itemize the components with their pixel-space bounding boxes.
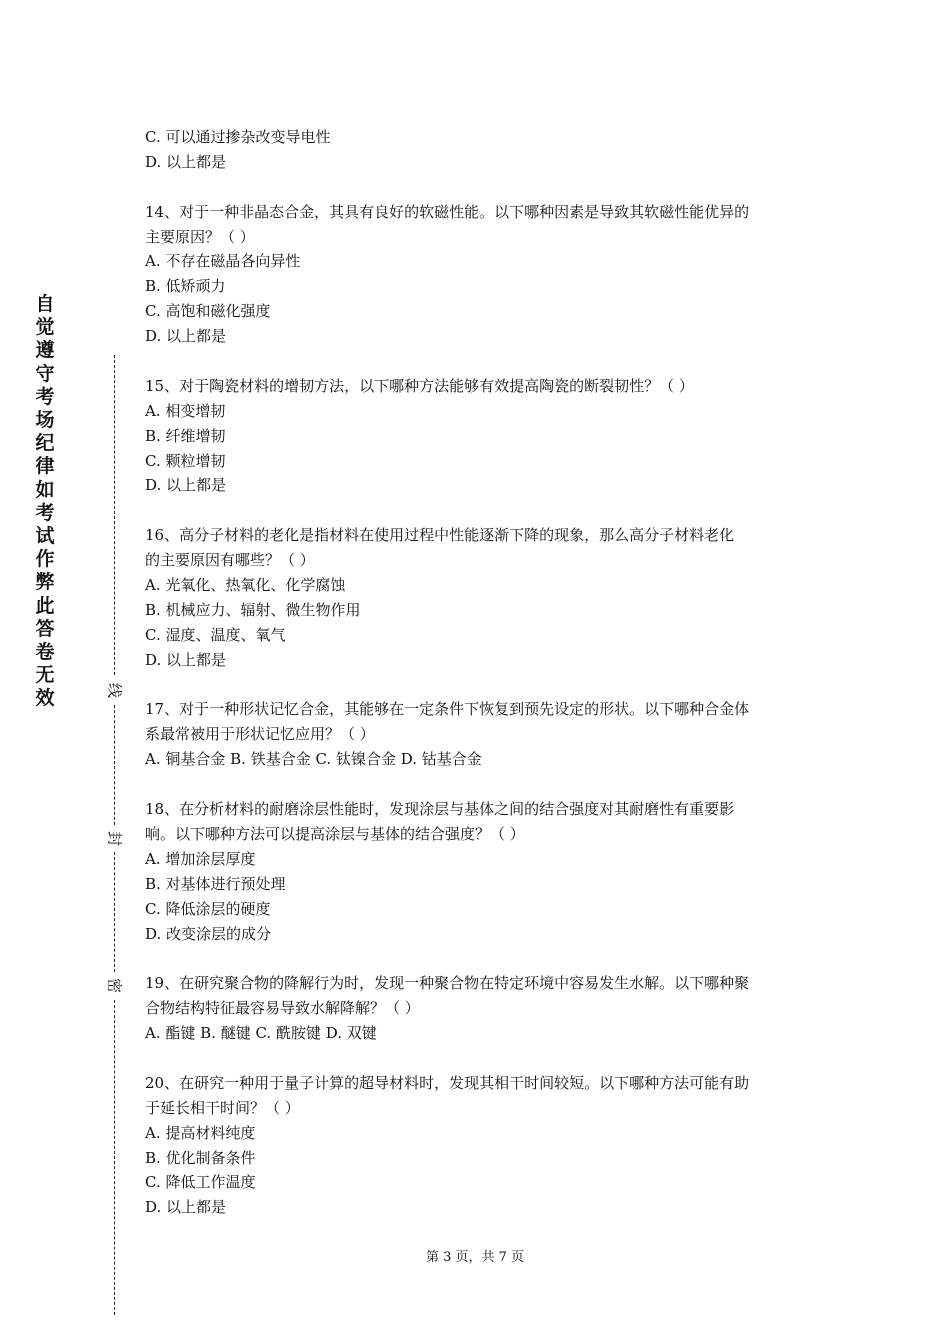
option: A. 相变增韧 [145,401,226,420]
binding-line-dashed [114,1000,115,1315]
question [145,797,825,946]
question-stem: 14、对于一种非晶态合金，其具有良好的软磁性能。以下哪种因素是导致其软磁性能优异的 [145,202,750,221]
binding-line-dashed [114,705,115,825]
option: B. 纤维增韧 [145,426,226,445]
seal-mark-line: 线 [105,682,124,698]
continued-options [145,125,825,175]
question [145,1071,825,1220]
question-stem: 响。以下哪种方法可以提高涂层与基体的结合强度？（ ） [145,824,525,843]
question [145,523,825,672]
option: C. 降低涂层的硬度 [145,899,271,918]
question [145,971,825,1046]
question-stem: 于延长相干时间？（ ） [145,1098,300,1117]
option: C. 颗粒增韧 [145,451,226,470]
option: D. 以上都是 [145,152,227,171]
question [145,374,825,498]
exam-discipline-notice: 自觉遵守考场纪律如考试作弊此答卷无效 [35,293,55,710]
question-stem: 系最常被用于形状记忆应用？（ ） [145,725,375,744]
question-stem: 20、在研究一种用于量子计算的超导材料时，发现其相干时间较短。以下哪种方法可能有助 [145,1073,750,1092]
question [145,697,825,772]
option: D. 以上都是 [145,650,227,669]
question-stem: 的主要原因有哪些？（ ） [145,551,315,570]
seal-mark-seal: 封 [105,830,124,846]
option: C. 高饱和磁化强度 [145,302,271,321]
option: C. 降低工作温度 [145,1173,256,1192]
option: D. 以上都是 [145,327,227,346]
option: C. 湿度、温度、氧气 [145,625,286,644]
option: D. 以上都是 [145,476,227,495]
question-stem: 15、对于陶瓷材料的增韧方法，以下哪种方法能够有效提高陶瓷的断裂韧性？（ ） [145,376,694,395]
question-stem: 18、在分析材料的耐磨涂层性能时，发现涂层与基体之间的结合强度对其耐磨性有重要影 [145,800,735,819]
option: A. 光氧化、热氧化、化学腐蚀 [145,576,346,595]
page-footer: 第 3 页，共 7 页 [425,1250,525,1265]
option: D. 改变涂层的成分 [145,924,272,943]
option: B. 优化制备条件 [145,1148,256,1167]
question-content [145,125,825,1220]
option: A. 酯键 B. 醚键 C. 酰胺键 D. 双键 [145,1024,377,1043]
question-stem: 17、对于一种形状记忆合金，其能够在一定条件下恢复到预先设定的形状。以下哪种合金体 [145,700,750,719]
option: B. 机械应力、辐射、微生物作用 [145,600,361,619]
option: A. 提高材料纯度 [145,1123,256,1142]
question [145,200,825,349]
seal-mark-secret: 密 [105,977,124,993]
question-stem: 16、高分子材料的老化是指材料在使用过程中性能逐渐下降的现象，那么高分子材料老化 [145,526,735,545]
option: A. 铜基合金 B. 铁基合金 C. 钛镍合金 D. 钴基合金 [145,750,482,769]
option: A. 不存在磁晶各向异性 [145,252,301,271]
binding-line-dashed [114,852,115,972]
option: B. 低矫顽力 [145,277,226,296]
question-stem: 19、在研究聚合物的降解行为时，发现一种聚合物在特定环境中容易发生水解。以下哪种聚 [145,974,750,993]
option: C. 可以通过掺杂改变导电性 [145,128,331,146]
option: D. 以上都是 [145,1198,227,1217]
binding-line-dashed [114,355,115,675]
option: B. 对基体进行预处理 [145,874,286,893]
question-stem: 合物结构特征最容易导致水解降解？（ ） [145,999,420,1018]
question-stem: 主要原因？（ ） [145,227,255,246]
option: A. 增加涂层厚度 [145,849,256,868]
